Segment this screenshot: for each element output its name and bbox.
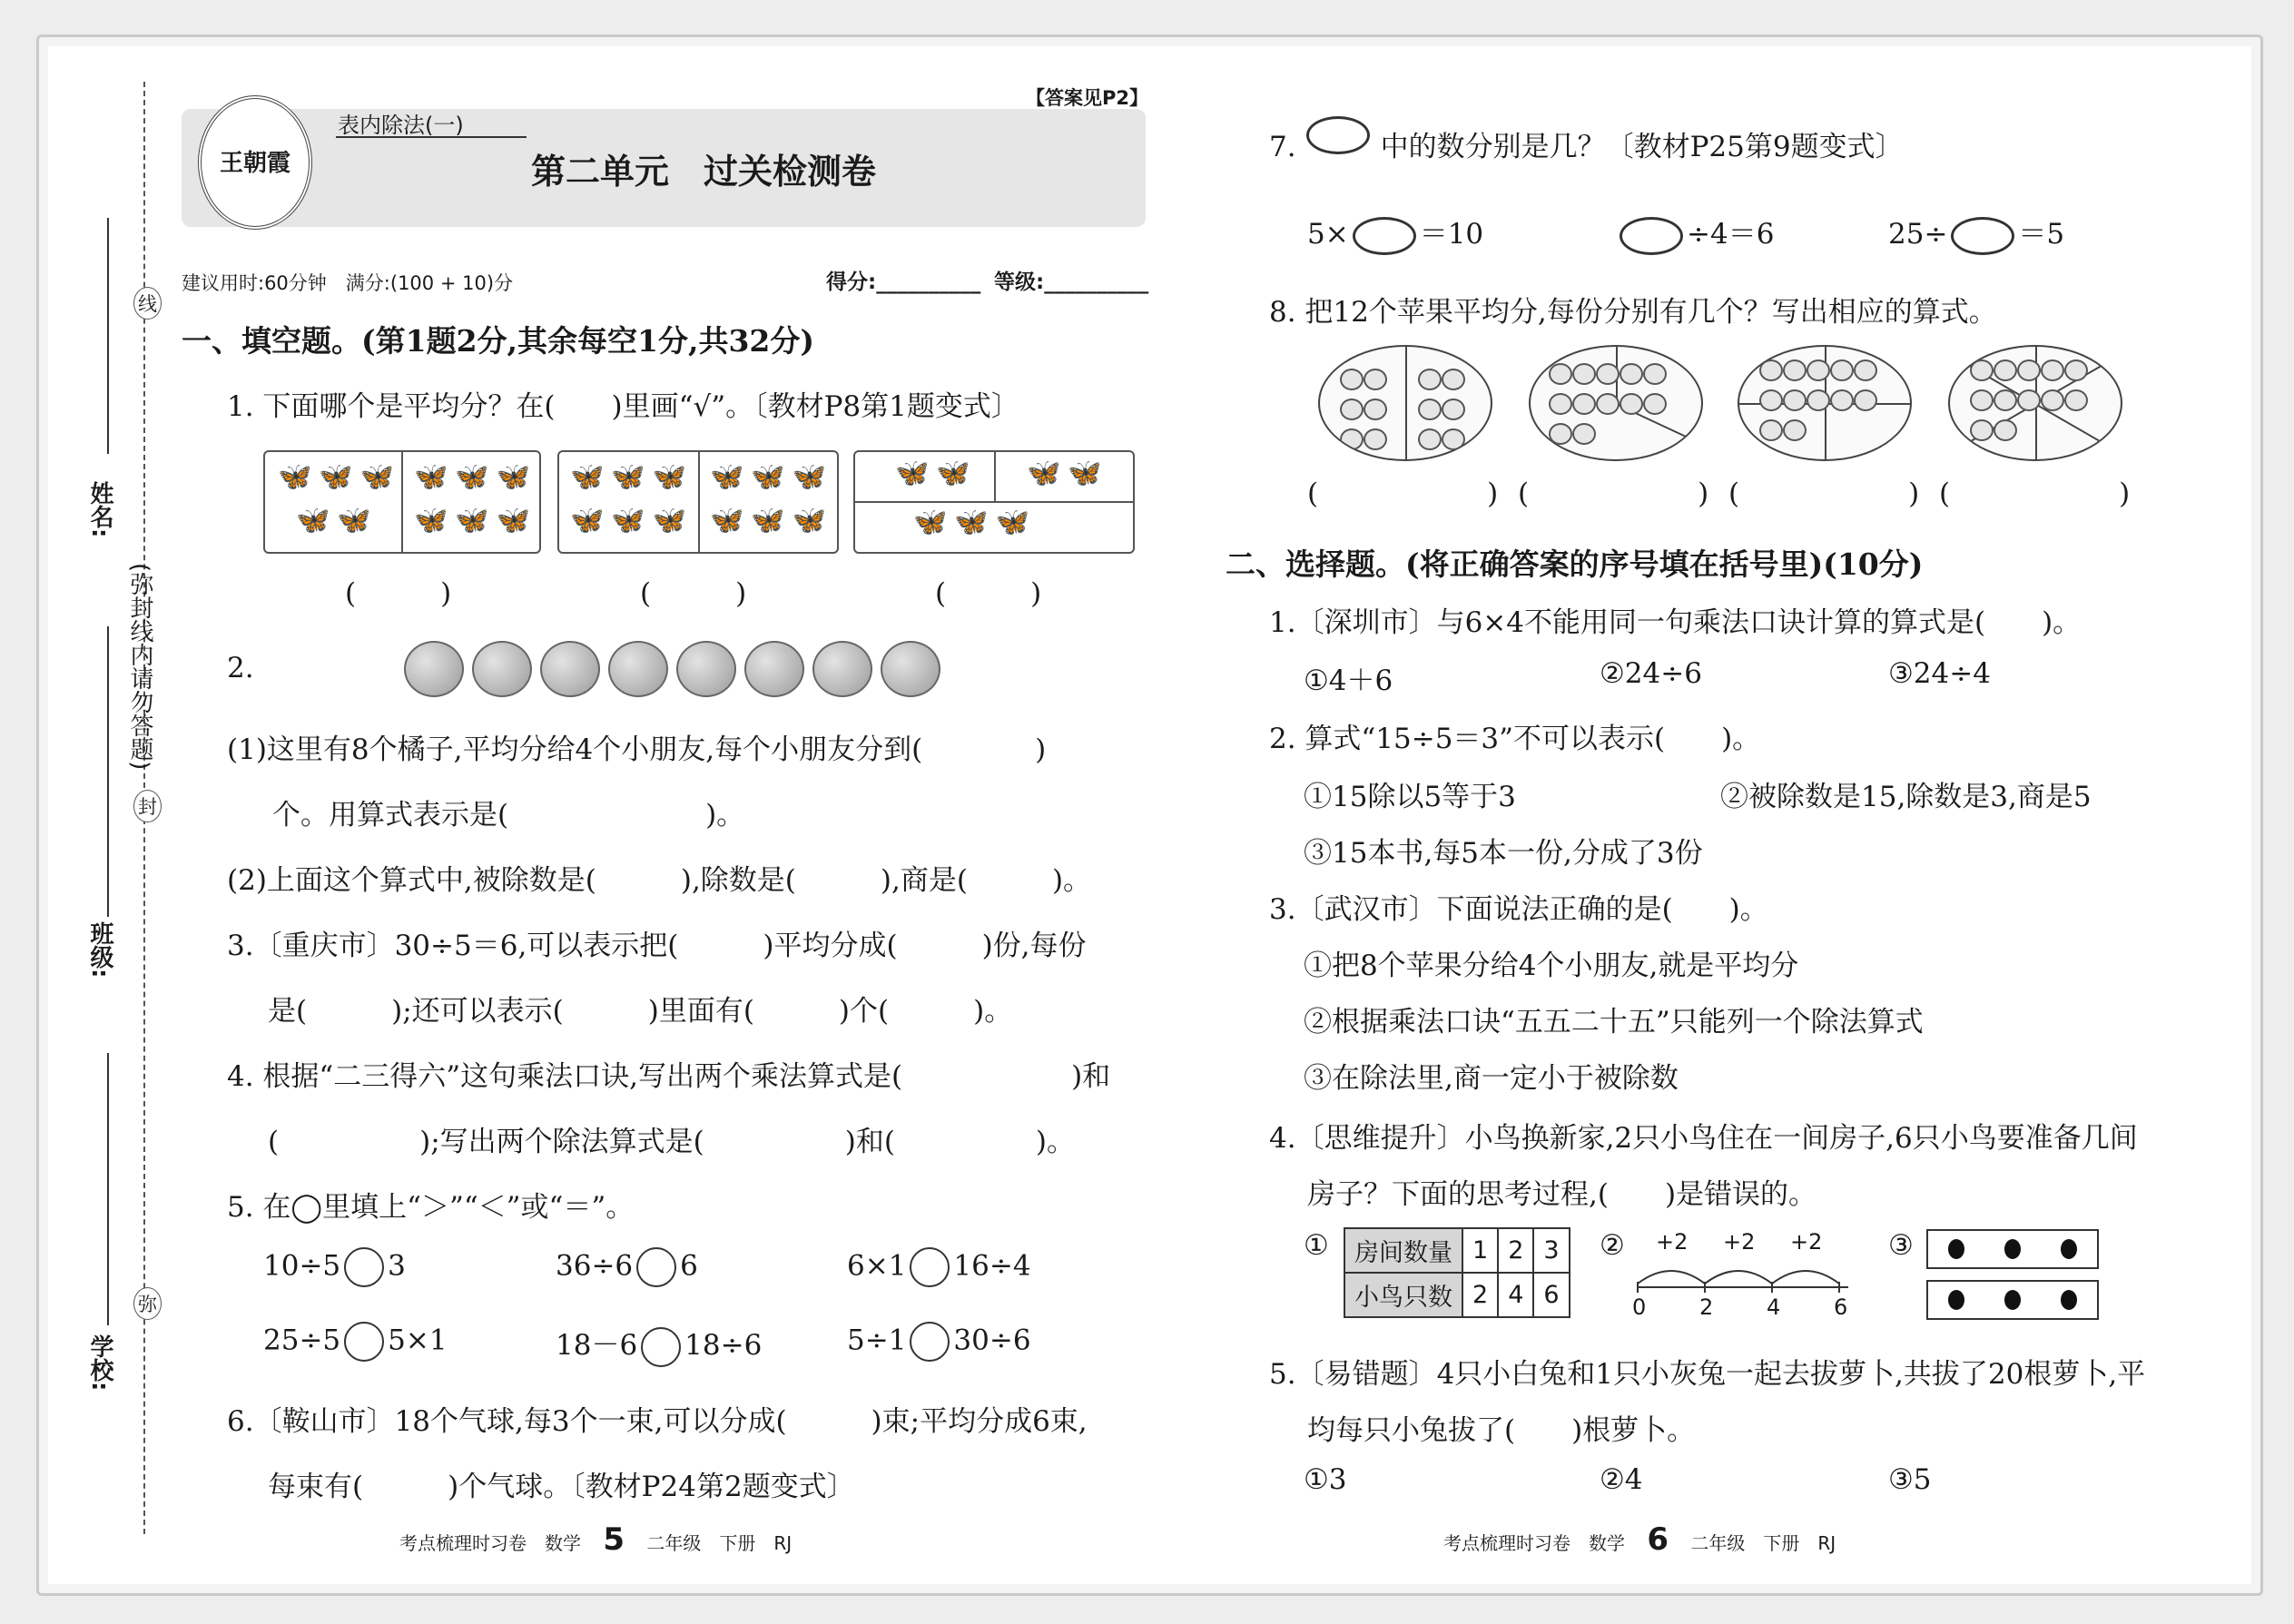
butterfly-icon: 🦋 — [710, 461, 744, 493]
c2-text: 2. 算式“15÷5＝3”不可以表示( )。 — [1269, 723, 1761, 755]
room-bird-table: 房间数量 1 2 3 小鸟只数 2 4 6 — [1344, 1227, 1570, 1318]
q1-answer-blank-3[interactable]: ( ) — [935, 577, 1042, 610]
orange-icon — [812, 641, 872, 697]
q2-number: 2. — [227, 652, 254, 684]
butterfly-icon: 🦋 — [337, 505, 371, 536]
compare-circle[interactable] — [910, 1322, 950, 1362]
orange-icon — [540, 641, 600, 697]
butterfly-icon: 🦋 — [414, 505, 448, 536]
c1-opt-1[interactable]: ①4＋6 — [1304, 664, 1393, 697]
c3-opt-1[interactable]: ①把8个苹果分给4个小朋友,就是平均分 — [1304, 950, 1799, 982]
q8-blank-2[interactable]: ( ) — [1518, 477, 1709, 510]
lantern-blank[interactable] — [1620, 217, 1683, 255]
q8-blank-1[interactable]: ( ) — [1307, 477, 1499, 510]
c1-text: 1.〔深圳市〕与6×4不能用同一句乘法口诀计算的算式是( )。 — [1269, 606, 2082, 639]
c4-marker-2[interactable]: ② — [1600, 1229, 1625, 1262]
right-page-number: 6 — [1647, 1521, 1669, 1558]
orange-icon — [404, 641, 464, 697]
sidebar-school-label: 学校: — [86, 1334, 113, 1392]
q7-text: 7. 中的数分别是几？〔教材P25第9题变式〕 — [1269, 131, 1904, 163]
bird-dot — [2004, 1239, 2021, 1259]
sidebar-notice: (弥封线内请勿答题) — [126, 563, 153, 771]
butterfly-icon: 🦋 — [710, 505, 744, 536]
sidebar-class-label: 班级: — [86, 921, 113, 979]
butterfly-icon: 🦋 — [751, 461, 785, 493]
orange-icon — [676, 641, 736, 697]
section-choice: 二、选择题。(将正确答案的序号填在括号里)(10分) — [1226, 546, 1924, 582]
q5-item-6: 5÷1 30÷6 — [847, 1322, 1031, 1362]
butterfly-icon: 🦋 — [278, 461, 312, 493]
apple-plate-1 — [1318, 345, 1492, 461]
butterfly-icon: 🦋 — [496, 461, 531, 493]
section-fill-blank: 一、填空题。(第1题2分,其余每空1分,共32分) — [182, 323, 815, 359]
q6-line1: 6.〔鞍山市〕18个气球,每3个一束,可以分成( )束;平均分成6束, — [227, 1405, 1088, 1438]
tick-label-0: 0 — [1632, 1294, 1647, 1320]
c5-opt-2[interactable]: ②4 — [1600, 1463, 1643, 1496]
butterfly-box-1 — [263, 450, 541, 554]
school-line — [107, 1053, 109, 1325]
c2-opt-2[interactable]: ②被除数是15,除数是3,商是5 — [1720, 781, 2092, 813]
sidebar-name-label: 姓名: — [86, 481, 113, 538]
q5-text: 5. 在◯里填上“＞”“＜”或“＝”。 — [227, 1191, 635, 1224]
number-line — [1634, 1227, 1852, 1318]
q1-text: 1. 下面哪个是平均分？在( )里画“√”。〔教材P8第1题变式〕 — [227, 390, 1019, 423]
jump-label-2: +2 — [1723, 1229, 1756, 1255]
lantern-blank[interactable] — [1951, 217, 2014, 255]
q8-text: 8. 把12个苹果平均分,每份分别有几个？写出相应的算式。 — [1269, 296, 1997, 329]
time-score: 建议用时:60分钟 满分:(100 + 10)分 — [182, 272, 514, 294]
tick-label-4: 4 — [1767, 1294, 1781, 1320]
q5-item-4: 25÷5 5×1 — [263, 1322, 448, 1362]
butterfly-icon: 🦋 — [652, 461, 687, 493]
bird-dot — [2061, 1290, 2077, 1310]
butterfly-icon: 🦋 — [296, 505, 330, 536]
logo-text: 王朝霞 — [219, 150, 290, 177]
q1-answer-blank-2[interactable]: ( ) — [640, 577, 747, 610]
c1-opt-3[interactable]: ③24÷4 — [1888, 657, 1991, 690]
left-footer: 考点梳理时习卷 数学 5 二年级 下册 RJ — [399, 1521, 793, 1558]
butterfly-icon: 🦋 — [611, 505, 645, 536]
butterfly-icon: 🦋 — [954, 507, 989, 538]
tick-label-6: 6 — [1834, 1294, 1848, 1320]
q6-line2: 每束有( )个气球。〔教材P24第2题变式〕 — [268, 1471, 855, 1503]
butterfly-box-2 — [557, 450, 839, 554]
q7-lantern-icon — [1303, 116, 1373, 154]
apple-plate-3 — [1738, 345, 1912, 461]
c4-marker-3[interactable]: ③ — [1888, 1229, 1914, 1262]
butterfly-icon: 🦋 — [792, 461, 827, 493]
c5-opt-3[interactable]: ③5 — [1888, 1463, 1932, 1496]
butterfly-icon: 🦋 — [652, 505, 687, 536]
orange-icon — [881, 641, 940, 697]
c2-opt-1[interactable]: ①15除以5等于3 — [1304, 781, 1516, 813]
q4-line1: 4. 根据“二三得六”这句乘法口诀,写出两个乘法算式是( )和 — [227, 1060, 1111, 1093]
seal-mark-3: 弥 — [133, 1287, 162, 1320]
butterfly-icon: 🦋 — [414, 461, 448, 493]
seal-mark-2: 封 — [133, 790, 162, 822]
q3-line1: 3.〔重庆市〕30÷5＝6,可以表示把( )平均分成( )份,每份 — [227, 930, 1087, 962]
c2-opt-3[interactable]: ③15本书,每5本一份,分成了3份 — [1304, 837, 1703, 870]
bird-dot — [1948, 1239, 1964, 1259]
q7-eq-3: 25÷ ＝5 — [1888, 211, 2064, 255]
q5-item-1: 10÷5 3 — [263, 1247, 406, 1287]
butterfly-icon: 🦋 — [936, 458, 970, 489]
class-line — [107, 626, 109, 917]
tick-label-2: 2 — [1699, 1294, 1714, 1320]
apple-plate-2 — [1529, 345, 1703, 461]
compare-circle[interactable] — [636, 1247, 676, 1287]
q8-blank-3[interactable]: ( ) — [1728, 477, 1920, 510]
butterfly-icon: 🦋 — [496, 505, 531, 536]
butterfly-icon: 🦋 — [359, 461, 395, 493]
butterfly-icon: 🦋 — [455, 461, 489, 493]
dot-box-1 — [1926, 1229, 2099, 1269]
jump-label-3: +2 — [1790, 1229, 1823, 1255]
q7-eq-2: ÷4＝6 — [1616, 211, 1774, 255]
orange-icon — [744, 641, 804, 697]
butterfly-icon: 🦋 — [751, 505, 785, 536]
bird-dot — [2004, 1290, 2021, 1310]
butterfly-icon: 🦋 — [570, 461, 605, 493]
butterfly-icon: 🦋 — [995, 507, 1030, 538]
butterfly-icon: 🦋 — [570, 505, 605, 536]
butterfly-icon: 🦋 — [611, 461, 645, 493]
q5-item-2: 36÷6 6 — [556, 1247, 698, 1287]
butterfly-icon: 🦋 — [792, 505, 827, 536]
q8-blank-4[interactable]: ( ) — [1939, 477, 2131, 510]
bird-dot — [2061, 1239, 2077, 1259]
orange-icon — [608, 641, 668, 697]
q2-1-line1: (1)这里有8个橘子,平均分给4个小朋友,每个小朋友分到( ) — [227, 733, 1047, 766]
grade-field[interactable]: 等级:__________ — [994, 271, 1149, 294]
c5-line2: 均每只小兔拔了( )根萝卜。 — [1307, 1414, 1696, 1447]
q5-item-3: 6×1 16÷4 — [847, 1247, 1031, 1287]
compare-circle[interactable] — [641, 1327, 681, 1367]
q2-1-line2: 个。用算式表示是( )。 — [272, 799, 745, 832]
c1-opt-2[interactable]: ②24÷6 — [1600, 657, 1702, 690]
butterfly-icon: 🦋 — [1068, 458, 1102, 489]
butterfly-icon: 🦋 — [913, 507, 948, 538]
compare-circle[interactable] — [344, 1247, 384, 1287]
c3-text: 3.〔武汉市〕下面说法正确的是( )。 — [1269, 893, 1768, 926]
left-page-number: 5 — [603, 1521, 625, 1558]
q2-2-text: (2)上面这个算式中,被除数是( ),除数是( ),商是( )。 — [227, 864, 1092, 897]
q7-eq-1: 5× ＝10 — [1307, 211, 1483, 255]
butterfly-icon: 🦋 — [455, 505, 489, 536]
c3-opt-3[interactable]: ③在除法里,商一定小于被除数 — [1304, 1062, 1679, 1095]
q1-answer-blank-1[interactable]: ( ) — [345, 577, 452, 610]
compare-circle[interactable] — [910, 1247, 950, 1287]
page-title: 第二单元 过关检测卷 — [531, 152, 877, 192]
compare-circle[interactable] — [344, 1322, 384, 1362]
lantern-blank[interactable] — [1353, 217, 1416, 255]
seal-mark-1: 线 — [133, 287, 162, 320]
butterfly-icon: 🦋 — [895, 458, 930, 489]
orange-icon — [472, 641, 532, 697]
jump-label-1: +2 — [1656, 1229, 1689, 1255]
right-footer: 考点梳理时习卷 数学 6 二年级 下册 RJ — [1443, 1521, 1836, 1558]
subtitle-underline — [336, 136, 527, 138]
c4-line1: 4.〔思维提升〕小鸟换新家,2只小鸟住在一间房子,6只小鸟要准备几间 — [1269, 1122, 2138, 1155]
butterfly-box-3 — [853, 450, 1135, 554]
bird-dot — [1948, 1290, 1964, 1310]
logo-badge — [198, 95, 312, 230]
c4-marker-1[interactable]: ① — [1304, 1229, 1329, 1262]
q5-item-5: 18－6 18÷6 — [556, 1322, 762, 1367]
dot-box-2 — [1926, 1280, 2099, 1320]
score-field[interactable]: 得分:__________ — [826, 271, 981, 294]
header-subtitle: 表内除法(一) — [338, 113, 464, 138]
c3-opt-2[interactable]: ②根据乘法口诀“五五二十五”只能列一个除法算式 — [1304, 1006, 1924, 1038]
q4-line2: ( );写出两个除法算式是( )和( )。 — [268, 1126, 1076, 1158]
answer-ref: 【答案见P2】 — [1026, 87, 1149, 109]
c5-line1: 5.〔易错题〕4只小白兔和1只小灰兔一起去拔萝卜,共拔了20根萝卜,平 — [1269, 1358, 2146, 1391]
apple-plate-4 — [1948, 345, 2122, 461]
butterfly-icon: 🦋 — [1027, 458, 1061, 489]
c4-line2: 房子？下面的思考过程,( )是错误的。 — [1307, 1178, 1817, 1211]
c5-opt-1[interactable]: ①3 — [1304, 1463, 1347, 1496]
name-line — [107, 218, 109, 454]
butterfly-icon: 🦋 — [319, 461, 353, 493]
q3-line2: 是( );还可以表示( )里面有( )个( )。 — [268, 995, 1013, 1028]
